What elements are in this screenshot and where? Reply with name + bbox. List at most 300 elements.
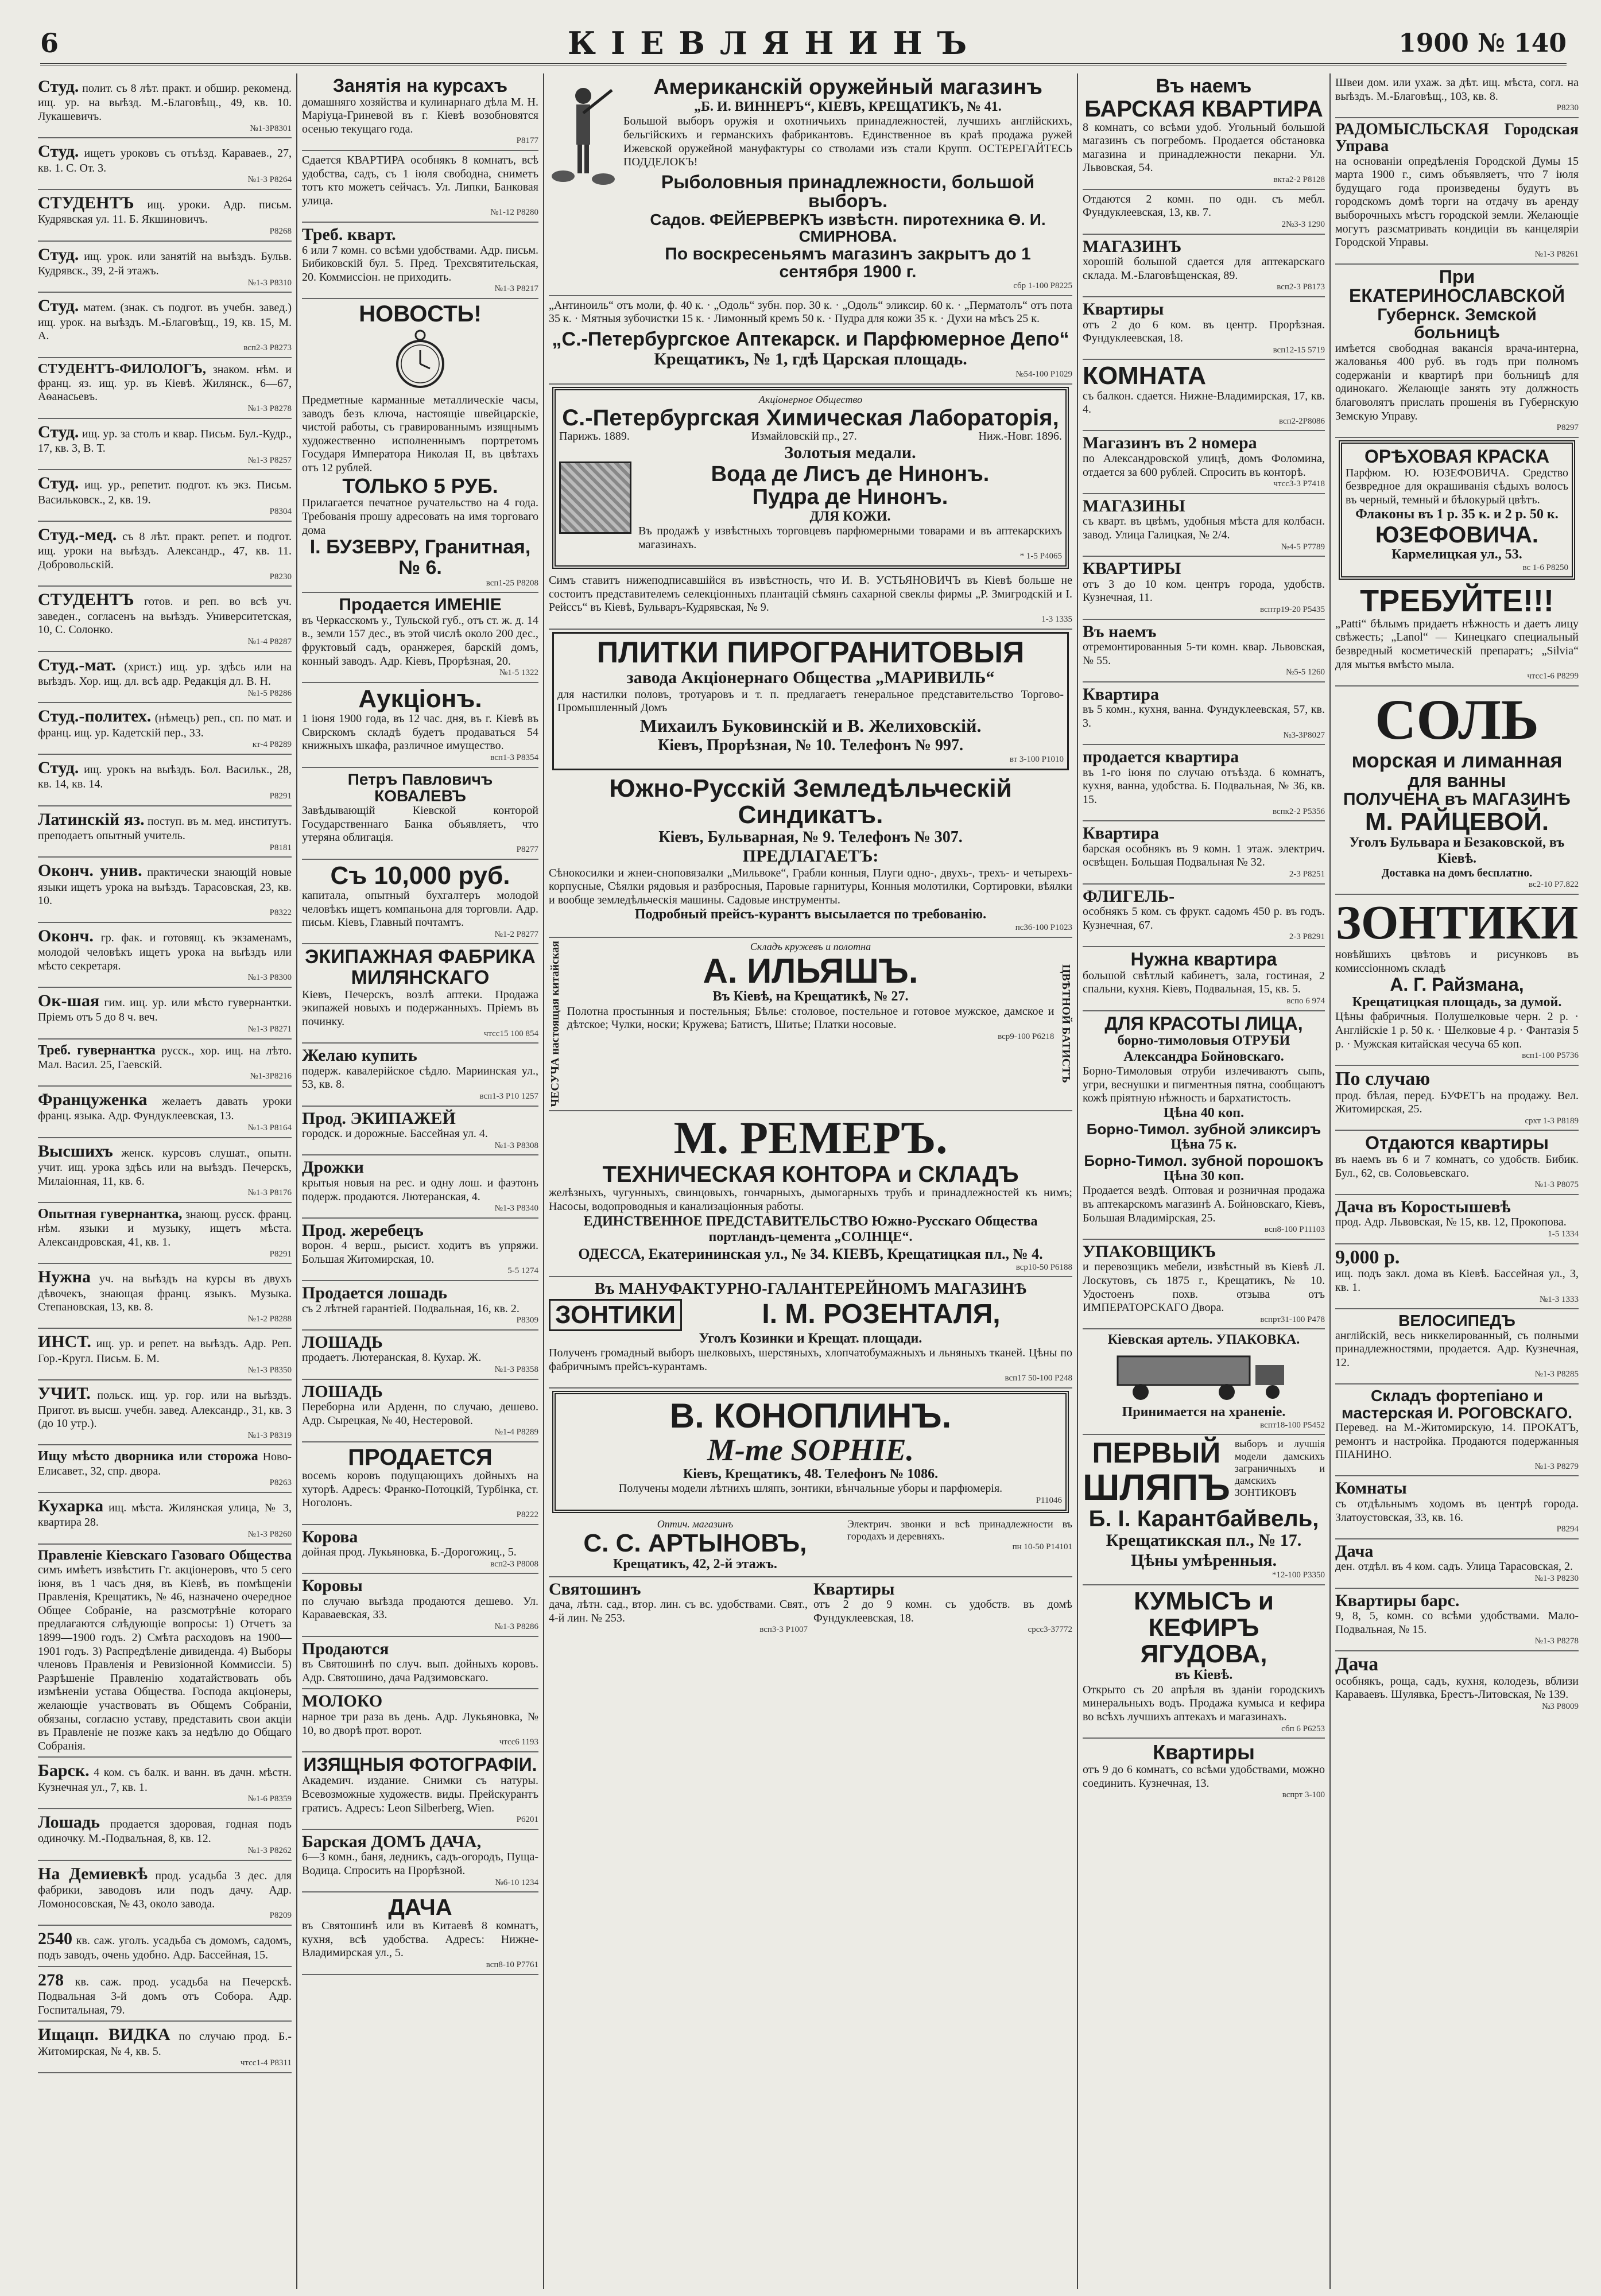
ad-heading: УПАКОВЩИКЪ: [1083, 1242, 1216, 1261]
classified-ad-heading: Высшихъ: [38, 1141, 113, 1161]
ad-kumys-kefir: [1083, 1585, 1325, 1739]
ad-text: и перевозщикъ мебели, извѣстный въ Кіевѣ Л. Лоскутовъ, съ 1875 г., Крещатикъ, № 10. Удостоенъ похв. отзыва отъ ИМПЕРАТОРСКАГО Двора.: [1083, 1261, 1325, 1314]
ad-rozental: [549, 1277, 1072, 1389]
ad-code: чтсс6 1193: [499, 1737, 538, 1747]
ad-heading: Магазинъ въ 2 номера: [1083, 433, 1257, 453]
ad-code: всп1-100 Р5736: [1522, 1051, 1579, 1061]
ad-text: англійскій, весь никкелированный, съ полными принадлежностями, продается. Адр. Кузнечная, 12.: [1335, 1329, 1579, 1369]
ad-code: 2№3-3 1290: [1281, 219, 1325, 229]
ad-subheading: ДЛЯ КОЖИ.: [809, 509, 891, 524]
ad-heading: С. С. АРТЫНОВЪ,: [583, 1529, 807, 1557]
classified-ad-heading: 278: [38, 1970, 64, 1989]
ad-code: вср10-50 Р6188: [1015, 1262, 1072, 1272]
ad-loshad-2: [302, 1331, 538, 1380]
ad-firm: М. РАЙЦЕВОЙ.: [1364, 807, 1549, 836]
classified-ad: [38, 755, 292, 806]
classified-ad-heading: Оконч. унив.: [38, 861, 142, 881]
ad-code: №1-3Р8301: [250, 123, 292, 133]
ad-text: Переборна или Арденн, по случаю, дешево. Адр. Сырецкая, № 40, Нестеровой.: [302, 1401, 538, 1427]
ad-dacha-shulyavka: [1335, 1651, 1579, 1716]
ad-otdayutsya-kvartiry: [1335, 1131, 1579, 1194]
ad-code: Р8177: [516, 136, 538, 146]
ad-text: хорошій большой сдается для аптекарскаго склада. М.-Благовѣщенская, 89.: [1083, 255, 1325, 282]
ad-years: [559, 430, 1062, 444]
classified-ad: [38, 1758, 292, 1809]
ad-text: особнякъ 5 ком. съ фрукт. садомъ 450 р. въ годъ. Кузнечная, 67.: [1083, 905, 1325, 932]
ad-code: №1-3 Р8261: [1534, 249, 1579, 259]
ad-kvartiry-bars: [1335, 1589, 1579, 1651]
classified-ad: [38, 1203, 292, 1264]
ad-korovy: [302, 1574, 538, 1636]
ad-auction: [302, 683, 538, 768]
classified-ad: [38, 1861, 292, 1926]
classified-ad-heading: СТУДЕНТЪ-ФИЛОЛОГЪ,: [38, 361, 206, 377]
classified-ad: [38, 1445, 292, 1493]
ad-heading: Аукціонъ.: [358, 684, 482, 713]
ad-heading: КОМНАТА: [1083, 362, 1206, 390]
ad-prodaetsya-kvartira: [1083, 745, 1325, 821]
ad-code: №1-3 Р8300: [247, 973, 292, 983]
ad-heading: ЛОШАДЬ: [302, 1332, 383, 1352]
ad-side-label: ЦВѢТНОЙ БАТИСТЪ: [1060, 964, 1072, 1083]
ad-code: №6-10 1234: [495, 1878, 538, 1887]
classified-ad-heading: Оконч.: [38, 926, 94, 945]
ad-code: №3-3Р8027: [1283, 730, 1325, 740]
classified-ad: [38, 923, 292, 988]
ad-text: въ 5 комн., кухня, ванна. Фундуклеевская, 57, кв. 3.: [1083, 703, 1325, 730]
ad-code: №1-3Р8216: [250, 1072, 292, 1081]
ad-text: подерж. кавалерійское сѣдло. Мариинская ул., 53, кв. 8.: [302, 1064, 538, 1091]
ad-text: нарное три раза въ день. Адр. Лукьяновка, № 10, во дворѣ прот. ворот.: [302, 1710, 538, 1737]
ad-subheading: морская и лиманная: [1351, 748, 1563, 772]
classified-ad-heading: Латинскій яз.: [38, 809, 145, 829]
ad-code: вт 3-100 Р1010: [1009, 754, 1064, 764]
ad-heading: ДЛЯ КРАСОТЫ ЛИЦА,: [1104, 1013, 1303, 1034]
ad-code: Р8230: [1556, 103, 1579, 113]
classified-ad-heading: Лошадь: [38, 1812, 100, 1832]
classified-ad-heading: Треб. гувернантка: [38, 1042, 156, 1058]
classified-ad-heading: Студ.: [38, 758, 79, 777]
classified-ad-heading: На Демиевкѣ: [38, 1864, 148, 1883]
ad-otdayutsya: [1083, 190, 1325, 235]
ad-text: Завѣдывающій Кіевской конторой Государственнаго Банка объявляетъ, что утеряна облигація.: [302, 804, 538, 844]
ad-pirogranite-tiles: [552, 632, 1069, 770]
ad-firm: А. Г. Райзмана,: [1390, 974, 1524, 995]
ad-heading: С.-Петербургская Химическая Лабораторія,: [562, 405, 1059, 430]
ad-kvartiry-bottom: [813, 1580, 1072, 1635]
ad-text: Отдаются 2 комн. по одн. съ мебл. Фундуклеевская, 13, кв. 7.: [1083, 192, 1325, 219]
ad-text: 9, 8, 5, комн. со всѣми удобствами. Мало-Подвальная, № 15.: [1335, 1609, 1579, 1636]
ad-code: №1-3 Р8308: [494, 1141, 538, 1150]
ad-code: №1-3 Р8260: [247, 1530, 292, 1539]
classified-ad-text: матем. (знак. съ подгот. въ учебн. завед.) ищ. урок. на выѣздъ. М.-Благовѣщ., 19, кв. 15, М. А.: [38, 301, 292, 343]
ad-velosiped: [1335, 1309, 1579, 1384]
ad-fotografii: [302, 1752, 538, 1830]
ad-code: 2-3 Р8291: [1289, 932, 1325, 942]
classified-ad: [38, 858, 292, 922]
ad-text: Получены модели лѣтнихъ шляпъ, зонтики, вѣнчальные уборы и парфюмерія.: [618, 1482, 1003, 1495]
ad-text: отремонтированныя 5-ти комн. квар. Львовская, № 55.: [1083, 641, 1325, 667]
ad-fligel: [1083, 885, 1325, 947]
ad-product: Борно-Тимол. зубной эликсиръ: [1086, 1120, 1321, 1138]
ad-heading: ПЛИТКИ ПИРОГРАНИТОВЫЯ: [596, 635, 1025, 669]
ad-code: Р8222: [516, 1510, 538, 1519]
ad-code: пн 10-50 Р14101: [1012, 1542, 1072, 1552]
classified-ad-heading: Кухарка: [38, 1496, 104, 1516]
column-3: [544, 73, 1078, 2289]
ad-code: всп2-2Р8086: [1278, 416, 1325, 426]
classified-ad-text: продается здоровая, годная подъ одиночку. М.-Подвальная, 8, кв. 12.: [38, 1817, 292, 1845]
classified-ad-heading: ИНСТ.: [38, 1332, 91, 1352]
ad-heading: 9,000 р.: [1335, 1246, 1400, 1268]
ad-magazin: [1083, 235, 1325, 297]
ad-text: Электрич. звонки и всѣ принадлежности въ городахъ и деревняхъ.: [847, 1518, 1072, 1542]
classified-ad-text: желаетъ давать уроки франц. языка. Адр. Фундуклеевская, 13.: [38, 1095, 292, 1123]
ad-code: вс2-10 Р7.822: [1529, 880, 1579, 890]
ad-remer: [549, 1111, 1072, 1277]
classified-ad-text: знающ. русск. франц. нѣм. языки и музыку, ищетъ мѣста. Александровская, 41, кв. 1.: [38, 1208, 292, 1248]
ad-code: всп8-10 Р7761: [486, 1960, 538, 1970]
classified-ad: [38, 587, 292, 651]
ad-address: Въ Кіевѣ, на Крещатикѣ, № 27.: [712, 988, 909, 1004]
ad-text: особнякъ, роща, садъ, кухня, колодезь, вблизи Караваевъ. Шулявка, Брестъ-Литовская, № 139.: [1335, 1674, 1579, 1701]
ad-code: №1-3 Р8176: [247, 1188, 292, 1198]
ad-price: Цѣны умѣренныя.: [1130, 1550, 1277, 1570]
classified-ad-text: уч. на выѣздъ на курсы въ двухъ дѣвочекъ, знающая франц. языкъ. Музыка. Степановская, 13, кв. 8.: [38, 1273, 292, 1314]
ad-text: 1 іюня 1900 года, въ 12 час. дня, въ г. Кіевѣ въ Свирскомъ складѣ будетъ продаваться 54 книжныхъ шкафа, различное имущество.: [302, 712, 538, 753]
ad-boinovsky: [1083, 1011, 1325, 1240]
ad-text: съ отдѣльнымъ ходомъ въ центрѣ города. Златоустовская, 33, кв. 16.: [1335, 1497, 1579, 1524]
ad-heading: ПРОДАЕТСЯ: [348, 1445, 493, 1471]
ad-heading: Продается ИМЕНІЕ: [339, 595, 502, 615]
issue-number: 1900 № 140: [1398, 28, 1567, 58]
ad-firm: Б. І. Карантбайвель,: [1088, 1506, 1319, 1532]
ad-code: всп2-3 Р8273: [243, 343, 292, 352]
ad-code: Р8268: [269, 226, 292, 236]
ad-code: всп1-3 Р8354: [490, 753, 538, 762]
ad-heading: Квартиры барс.: [1335, 1591, 1460, 1610]
classified-ad-text: ищ. урокъ на выѣздъ. Бол. Васильк., 28, кв. 14, кв. 14.: [38, 763, 292, 791]
ad-address: ОДЕССА, Екатерининская ул., № 34. КІЕВЪ, Крещатицкая пл., № 4.: [578, 1245, 1043, 1262]
ad-text: отъ 3 до 10 ком. центръ города, удобств. Кузнечная, 11.: [1083, 577, 1325, 604]
ad-text: по Александровской улицѣ, домъ Фоломина, отдается за 600 рублей. Спросить въ конторѣ.: [1083, 452, 1325, 479]
ad-code: вспо 6 974: [1286, 996, 1325, 1006]
ad-subheading: M-me SOPHIE.: [707, 1433, 914, 1468]
ad-dacha: [302, 1892, 538, 1975]
ad-code: 1-3 1335: [1041, 614, 1072, 624]
ad-text: 8 комнатъ, со всѣми удоб. Угольный большой магазинъ съ погребомъ. Продается обстановка магазина и принадлежности пекарни. Ул. Львовская, 54.: [1083, 121, 1325, 174]
ad-heading: Дача: [1335, 1653, 1379, 1675]
classified-ad: [38, 1809, 292, 1861]
ad-heading: Дача: [1335, 1541, 1374, 1561]
ad-kursy: [302, 73, 538, 151]
ad-code: всп12-15 5719: [1273, 345, 1325, 355]
ad-heading: ЛОШАДЬ: [302, 1382, 383, 1401]
ad-subheading: для ванны: [1408, 770, 1506, 791]
ad-code: Р8294: [1556, 1525, 1579, 1534]
ad-konoplin: [552, 1391, 1069, 1513]
ad-text: Перевед. на М.-Житомирскую, 14. ПРОКАТЪ, ремонтъ и настройка. Продаются подержанныя ПІАНИНО.: [1335, 1421, 1579, 1461]
ad-heading: Складъ фортепіано и мастерская И. РОГОВСКАГО.: [1342, 1387, 1572, 1422]
ad-svyatoshin: [549, 1580, 808, 1635]
classified-ad-text: полит. съ 8 лѣт. практ. и обшир. рекоменд. ищ. ур. на выѣзд. М.-Благовѣщ., 49, кв. 10. Лукашевичъ.: [38, 82, 292, 123]
column-1-classifieds: [33, 73, 297, 2289]
ad-heading: ДАЧА: [388, 1895, 452, 1921]
ad-karantbaivel-hats: [1083, 1435, 1325, 1585]
ad-text: отъ 9 до 6 комнатъ, со всѣми удобствами, можно соединить. Кузнечная, 13.: [1083, 1763, 1325, 1790]
ad-code: пс36-100 Р1023: [1015, 923, 1072, 933]
ad-kiev-artel: [1083, 1329, 1325, 1435]
ad-kvartiry: [1083, 297, 1325, 360]
ad-text: Полученъ громадный выборъ шелковыхъ, шерстяныхъ, хлопчатобумажныхъ и льняныхъ тканей. Цѣны по фабричнымъ прейсъ-курантамъ.: [549, 1347, 1072, 1373]
classified-ad-heading: Правленіе Кіевскаго Газоваго Общества: [38, 1548, 292, 1563]
ad-kovalev: [302, 768, 538, 860]
classified-ad: [38, 1040, 292, 1087]
ad-heading: Коровы: [302, 1576, 363, 1596]
classified-ad-text: ищетъ уроковъ съ отъѣзд. Караваев., 27, кв. 1. С. От. 3.: [38, 147, 292, 174]
ad-ekaterinoslav-hospital: [1335, 265, 1579, 438]
classified-ad: [38, 1926, 292, 1967]
ad-heading: Корова: [302, 1527, 358, 1546]
classified-ad: [38, 1545, 292, 1758]
ad-dacha-tarasovskaya: [1335, 1539, 1579, 1589]
ad-text: дойная прод. Лукьяновка, Б.-Дорогожиц., 5.: [302, 1546, 517, 1559]
ad-code: Р8230: [269, 572, 292, 581]
ad-zontiki-raizman: [1335, 895, 1579, 1066]
ad-code: вср9-100 Р6218: [998, 1031, 1055, 1041]
ad-heading: Нужна квартира: [1130, 949, 1277, 970]
ad-code: вспрт 3-100: [1282, 1790, 1325, 1800]
ad-code: чтсс1-6 Р8299: [1527, 672, 1579, 681]
classified-ad: [38, 293, 292, 358]
ad-text: съ балкон. сдается. Нижне-Владимирская, 17, кв. 4.: [1083, 389, 1325, 416]
ad-text: на основаніи опредѣленія Городской Думы 15 марта 1900 г., симъ объявляетъ, что 7 іюля будущаго года произведены будутъ въ городскомъ домѣ торги на отдачу въ аренду выборочныхъ мѣстъ городской земли. Желающіе могутъ разсматривать кондиціи въ канцеляріи Городской Управы.: [1335, 154, 1579, 249]
ad-text: ден. отдѣл. въ 4 ком. садъ. Улица Тарасовская, 2.: [1335, 1560, 1573, 1573]
ad-code: всп2-3 Р8173: [1277, 282, 1325, 292]
ad-address: Крещатикъ, 42, 2-й этажъ.: [613, 1557, 777, 1572]
classified-ad-text: съ 8 лѣт. практ. репет. и подгот. ищ. уроки на выѣздъ. Александр., 47, кв. 11. Добровольскій.: [38, 530, 292, 572]
ad-heading: Комнаты: [1335, 1479, 1407, 1498]
ad-treb-kvart: [302, 223, 538, 299]
ad-subheading: Губернск. Земской больницѣ: [1377, 305, 1537, 343]
ad-code: №1-3 Р8340: [494, 1204, 538, 1213]
ad-heading: Квартиры: [1083, 300, 1164, 319]
ad-subheading: ПРЕДЛАГАЕТЪ:: [742, 847, 879, 866]
ad-seeds-notice: [549, 571, 1072, 629]
ad-code: *12-100 Р3350: [1272, 1570, 1325, 1580]
ad-heading: ВЕЛОСИПЕДЪ: [1398, 1312, 1515, 1330]
ad-text: Цѣны фабричныя. Полушелковые черн. 2 р. · Англійскіе 1 р. 50 к. · Шелковые 4 р. · Фантазія 5 р. · Мужская китайская чесуча 65 коп.: [1335, 1010, 1579, 1050]
ad-text: ищ. подъ закл. дома въ Кіевѣ. Бассейная ул., 3, кв. 1.: [1335, 1267, 1579, 1294]
ad-code: Р8297: [1556, 423, 1579, 433]
ad-upakovshchik: [1083, 1240, 1325, 1330]
ad-heading: Южно-Русскій Земледѣльческій Синдикатъ.: [609, 774, 1012, 829]
ad-loshad-1: [302, 1281, 538, 1331]
ad-kursy-heading: Занятія на курсахъ: [332, 75, 508, 96]
ad-code: №54-100 Р1029: [1015, 369, 1072, 379]
classified-ad-text: ищ. мѣста. Жилянская улица, № 3, квартира 28.: [38, 1502, 292, 1529]
ad-subheading: По воскресеньямъ магазинъ закрытъ до 1 сентября 1900 г.: [665, 244, 1031, 282]
ad-heading: Съ 10,000 руб.: [330, 861, 510, 890]
ad-firm: Михаилъ Буковинскій и В. Желиховскій.: [639, 715, 982, 736]
ad-address: Кіевъ, Крещатикъ, 48. Телефонъ № 1086.: [683, 1466, 939, 1481]
ad-code: всп1-3 Р10 1257: [479, 1091, 538, 1101]
ad-text: Большой выборъ оружія и охотничьихъ принадлежностей, лучшихъ англійскихъ, бельгійскихъ и германскихъ фабрикантовъ. Единственное въ краѣ продажа ружей Ижевской оружейной мануфактуры со стволами изъ стали Крупп. ОСТЕРЕГАЙТЕСЬ ПОДДЕЛОКЪ!: [623, 115, 1072, 169]
ad-kvartiry-bottom: [1083, 1739, 1325, 1804]
ad-subheading: Подробный прейсъ-курантъ высылается по требованію.: [634, 907, 987, 922]
ad-code: срхт 1-3 Р8189: [1525, 1116, 1579, 1126]
ad-text: 6 или 7 комн. со всѣми удобствами. Адр. письм. Бибиковскій бул. 5. Пред. Трехсвятительская, 20. Коммиссіон. не приходить.: [302, 243, 538, 284]
ad-heading: Желаю купить: [302, 1046, 417, 1065]
ad-label: ЗОНТИКИ: [549, 1299, 682, 1331]
classified-ad: [38, 1138, 292, 1203]
ad-code: вспрт31-100 Р478: [1260, 1314, 1325, 1324]
classified-ad-text: (нѣмецъ) реп., сп. по мат. и франц. ищ. ур. Кадетскій пер., 33.: [38, 712, 292, 739]
ad-prodayutsya: [302, 1637, 538, 1690]
ad-code: кт-4 Р8289: [252, 740, 292, 750]
ad-code: срсс3-37772: [1028, 1625, 1072, 1635]
ad-text: прод. Адр. Львовская, № 15, кв. 12, Прокопова.: [1335, 1216, 1567, 1229]
ad-text: по случаю выѣзда продаются дешево. Ул. Караваевская, 33.: [302, 1595, 538, 1622]
ad-text: 6—3 комн., баня, ледникъ, садъ-огородъ, Пуща-Водица. Спросить на Прорѣзной.: [302, 1851, 538, 1877]
ad-9000-rub: [1335, 1244, 1579, 1310]
ad-address: Кармелицкая ул., 53.: [1391, 546, 1522, 562]
ad-heading: ТРЕБУЙТЕ!!!: [1360, 584, 1554, 619]
ad-heading: КВАРТИРЫ: [1083, 559, 1181, 579]
newspaper-title: КІЕВЛЯНИНЪ: [567, 25, 982, 61]
ad-product: Пудра де Нинонъ.: [752, 484, 948, 509]
ad-text: имѣется свободная вакансія врача-интерна, жалованья 400 руб. въ годъ при полномъ содержаніи и квартирѣ при больницѣ для одинокаго. Желающіе занять эту должность благоволятъ прислать прошенія въ Губернскую Земскую Управу.: [1335, 342, 1579, 422]
ad-code: Р8277: [516, 845, 538, 855]
classified-ad-text: знаком. нѣм. и франц. яз. ищ. ур. въ Кіевѣ. Жилянск., 6—67, Аѳанасьевъ.: [38, 363, 292, 404]
classified-ad: [38, 419, 292, 471]
ad-code: №1-3 Р8279: [1534, 1461, 1579, 1471]
ad-code: Р8304: [269, 507, 292, 517]
ad-address: Уголъ Козинки и Крещат. площади.: [699, 1331, 922, 1346]
ad-code: Р8181: [269, 843, 292, 852]
classified-ad: [38, 1264, 292, 1329]
ad-v-naem: [1083, 620, 1325, 682]
ad-code: №1-3 Р8264: [247, 175, 292, 185]
ad-text: городск. и дорожные. Бассейная ул. 4.: [302, 1127, 488, 1141]
classified-ad-text: польск. ищ. ур. гор. или на выѣздъ. Пригот. въ высш. учебн. завед. Александр., 31, кв. 3 (до 10 утр.).: [38, 1389, 292, 1430]
ad-title-row: [549, 1299, 1072, 1331]
ad-heading: Святошинъ: [549, 1579, 641, 1599]
ad-code: №1-3 Р8310: [247, 278, 292, 288]
ad-apteka-depo: [549, 296, 1072, 385]
masthead: [40, 23, 1567, 65]
ad-code: №1-3 Р8230: [1534, 1573, 1579, 1583]
ad-code: сбр 1-100 Р8225: [1013, 281, 1072, 290]
ad-text: Оптич. магазинъ: [657, 1518, 734, 1530]
classified-ad-text: гим. ищ. ур. или мѣсто гувернантки. Пріемъ отъ 5 до 8 ч. веч.: [38, 996, 292, 1024]
ad-chemical-laboratory: [552, 387, 1069, 569]
classified-ad-heading: СТУДЕНТЪ: [38, 193, 134, 212]
classified-ad-heading: Студ.-политех.: [38, 707, 152, 726]
ad-firm: „Б. И. ВИННЕРЪ“, КІЕВЪ, КРЕЩАТИКЪ, № 41.: [694, 99, 1002, 114]
ad-code: вспк2-2 Р5356: [1272, 806, 1325, 816]
ad-watch-novelty: [302, 299, 538, 593]
ad-text: Доставка на домъ бесплатно.: [1381, 867, 1533, 880]
ad-text: для настилки половъ, тротуаровъ и т. п. предлагаетъ генеральное представительство Торгово-Промышленный Домъ: [557, 688, 1064, 715]
ad-dacha-korostyshev: [1335, 1195, 1579, 1244]
ad-agri-syndicate: [549, 773, 1072, 938]
ad-text: продаетъ. Лютеранская, 8. Кухар. Ж.: [302, 1351, 482, 1364]
ad-heading: Треб. кварт.: [302, 225, 396, 245]
ad-price: Флаконы въ 1 р. 35 к. и 2 р. 50 к.: [1355, 507, 1559, 522]
ad-text: Полотна простынныя и постельныя; Бѣлье: столовое, постельное и готовое мужское, дамское и дѣтское; Чулки, носки; Кружева; Батистъ, Шитье; Платки носовые.: [567, 1004, 1055, 1031]
ad-po-sluchayu: [1335, 1066, 1579, 1131]
ad-heading: Квартира: [1083, 824, 1159, 843]
ad-heading: МАГАЗИНЫ: [1083, 496, 1185, 515]
ad-heading: При ЕКАТЕРИНОСЛАВСКОЙ: [1349, 266, 1565, 307]
ad-text: Складъ кружевъ и полотна: [750, 940, 871, 952]
ad-year: Ниж.-Новг. 1896.: [978, 429, 1062, 443]
ad-text: съ 2 лѣтней гарантіей. Подвальная, 16, кв. 2.: [302, 1302, 520, 1315]
ad-product: Борно-Тимол. зубной порошокъ: [1084, 1151, 1324, 1169]
pocket-watch-icon: [394, 328, 446, 391]
ad-code: №1-3 Р8358: [494, 1365, 538, 1375]
ad-heading: ЗОНТИКИ: [1335, 895, 1579, 949]
ad-code: чтсс1-4 Р8311: [240, 2058, 292, 2068]
ad-bottom-row: [549, 1577, 1072, 1639]
ad-code: всп1-25 Р8208: [486, 578, 538, 588]
classified-ad: [38, 190, 292, 242]
ad-code: №1-6 Р8359: [247, 1794, 292, 1804]
ad-code: №1-5 Р8286: [247, 688, 292, 698]
ad-code: №5-5 1260: [1285, 668, 1325, 677]
classified-ad-heading: СТУДЕНТЪ: [38, 590, 134, 610]
ad-price: Цѣна 40 коп.: [1163, 1106, 1245, 1121]
ad-address: Уголъ Бульвара и Безаковской, въ Кіевѣ.: [1349, 835, 1565, 866]
ad-heading: Американскій оружейный магазинъ: [653, 75, 1042, 99]
ad-heading: Барская ДОМЪ ДАЧА,: [302, 1832, 482, 1851]
ad-zhelayu-kupit: [302, 1044, 538, 1106]
ad-text: Акціонерное Общество: [758, 393, 863, 405]
ad-drozhki: [302, 1155, 538, 1218]
ad-text: Швеи дом. или ухаж. за дѣт. ищ. мѣста, согл. на выѣздъ. М.-Благовѣщ., 103, кв. 8.: [1335, 76, 1579, 103]
ad-text: прод. бѣлая, перед. БУФЕТЪ на продажу. Вел. Житомирская, 25.: [1335, 1089, 1579, 1116]
ad-code: Р8209: [269, 1911, 292, 1921]
ad-heading: ОРѢХОВАЯ КРАСКА: [1364, 445, 1550, 467]
classified-ad-heading: УЧИТ.: [38, 1384, 91, 1403]
ad-code: №1-3 Р8262: [247, 1845, 292, 1855]
classified-ad-heading: Француженка: [38, 1090, 148, 1110]
classified-ad: [38, 1493, 292, 1545]
ad-heading: Прод. ЭКИПАЖЕЙ: [302, 1108, 456, 1128]
ad-text: большой свѣтлый кабинетъ, зала, гостиная, 2 спальни, кухня. Кіевъ, Подвальная, 15, кв. 5.: [1083, 969, 1325, 996]
ad-text: отъ 2 до 6 ком. въ центр. Прорѣзная. Фундуклеевская, 18.: [1083, 318, 1325, 345]
classified-ad-text: русск., хор. ищ. на лѣто. Мал. Васил. 25, Гаевскій.: [38, 1044, 292, 1071]
ad-text: въ наемъ въ 6 и 7 комнатъ, со удобств. Бибик. Бул., 62, св. Соловьевскаго.: [1335, 1153, 1579, 1180]
ad-text: дача, лѣтн. сад., втор. лин. съ вс. удобствами. Свят., 4-й лин. № 253.: [549, 1598, 808, 1624]
ad-subheading: борно-тимоловыя ОТРУБИ Александра Бойновскаго.: [1117, 1033, 1290, 1064]
column-2: [297, 73, 544, 2289]
ad-text: Симъ ставитъ нижеподписавшійся въ извѣстность, что И. В. УСТЬЯНОВИЧЪ въ Кіевѣ больше не состоитъ представителемъ селекціонныхъ плантацій сѣмянъ сахарной свеклы фирмы „Р. Змигродскій и І. Рейссъ“ въ Кіевѣ, Бульваръ-Кудрявская, № 9.: [549, 574, 1072, 614]
classified-ad: [38, 1967, 292, 2022]
ad-heading: Кіевская артель. УПАКОВКА.: [1107, 1332, 1300, 1348]
ad-trebuyte: [1335, 582, 1579, 687]
page-number: 6: [40, 28, 59, 59]
ad-heading: НОВОСТЬ!: [359, 301, 482, 327]
ad-code: всп3-3 Р1007: [759, 1625, 808, 1635]
ad-code: 2-3 Р8251: [1289, 869, 1325, 879]
ad-text: въ Святошинѣ или въ Китаевѣ 8 комнатъ, кухня, всѣ удобства. Адресъ: Нижне-Владимирская ул., 5.: [302, 1919, 538, 1960]
ad-side-label: ЧЕСУЧА настоящая китайская: [549, 940, 561, 1107]
classified-ad: [38, 73, 292, 138]
classified-ad-text: кв. саж. прод. усадьба на Печерскѣ. Подвальная 3-й домъ отъ Собора. Адр. Госпитальная, 79.: [38, 1975, 292, 2016]
ad-firm: І. БУЗЕВРУ, Гранитная, № 6.: [309, 536, 531, 579]
